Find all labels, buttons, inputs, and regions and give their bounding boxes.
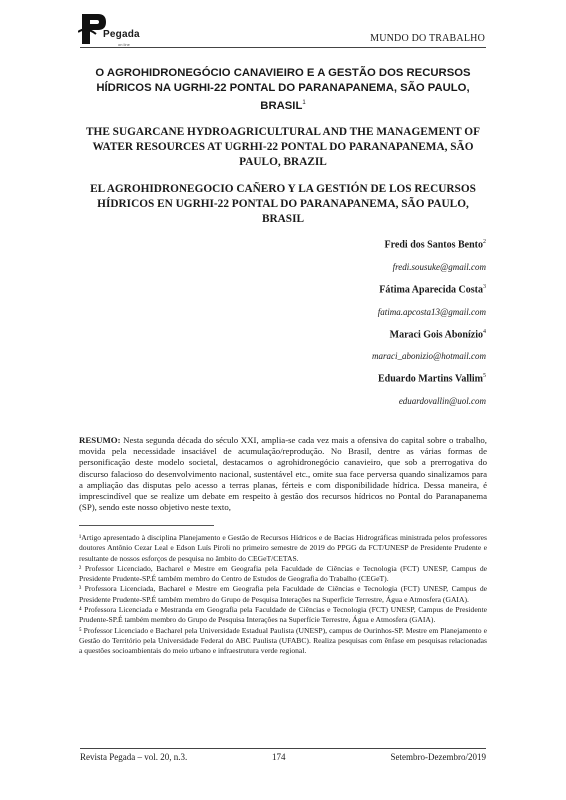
footnotes	[79, 533, 487, 657]
logo-subtext: on line	[118, 42, 130, 47]
footnote: ³ Professora Licenciada, Bacharel e Mestre em Geografia pela Faculdade de Ciências e Tecnologia (FCT) UNESP, Campus de Presidente Prudente-SP.É também membro do Grupo de Pesquisa Interações na Superfície Terrestre, Água e Atmosfera (GAIA).	[79, 584, 487, 604]
author-name: Eduardo Martins Vallim$^5$	[377, 373, 486, 385]
author-email[interactable]: eduardovallin@uol.com	[398, 396, 486, 406]
footnote: ⁵ Professor Licenciado e Bacharel pela Universidade Estadual Paulista (UNESP), campus de Ourinhos-SP. Mestre em Planejamento e Gestão do Território pela Universidade Federal do ABC Paulista (UFABC). Realiza pesquisas com ênfase em pesquisas relacionadas a questões socioambientais do meio urbano e infraestrutura verde regional.	[79, 625, 487, 656]
author-email[interactable]: maraci_abonizio@hotmail.com	[371, 351, 486, 361]
footer-rule	[80, 748, 486, 749]
title-spanish: EL AGROHIDRONEGOCIO CAÑERO Y LA GESTIÓN DE LOS RECURSOS HÍDRICOS EN UGRHI-22 PONTAL DO PARANAPANEMA, SÃO PAULO, BRASIL	[90, 183, 476, 225]
section-label: MUNDO DO TRABALHO	[370, 33, 485, 44]
logo-text: Pegada	[103, 29, 140, 40]
footnote-rule	[79, 525, 214, 526]
title-portuguese: O AGROHIDRONEGÓCIO CANAVIEIRO E A GESTÃO DOS RECURSOS HÍDRICOS NA UGRHI-22 PONTAL DO PARANAPANEMA, SÃO PAULO, BRASIL$^1$	[95, 67, 471, 112]
title-footnote-ref: 1	[302, 100, 306, 106]
author-email[interactable]: fredi.sousuke@gmail.com	[392, 262, 486, 272]
author-name: Maraci Gois Abonízio$^4$	[389, 329, 486, 341]
footnote: ¹Artigo apresentado à disciplina Planejamento e Gestão de Recursos Hídricos e de Bacias Hidrográficas ministrada pelos professores doutores Antônio Cezar Leal e Edson Luís Piroli no primeiro semestre de 2019 do PPGG da FCT/UNESP de Presidente Prudente e resultante de nossos esforços de pesquisa no âmbito do CEGeT/CETAS.	[79, 533, 487, 563]
journal-logo	[78, 12, 158, 48]
author-name: Fátima Aparecida Costa$^3$	[379, 284, 486, 296]
footnote: ⁴ Professora Licenciada e Mestranda em Geografia pela Faculdade de Ciências e Tecnologia (FCT) UNESP, Campus de Presidente Prudente-SP.É também membro do Grupo de Pesquisa Interações na Superfície Terrestre, Água e Atmosfera (GAIA).	[79, 605, 487, 625]
abstract	[79, 435, 487, 513]
title-english: THE SUGARCANE HYDROAGRICULTURAL AND THE MANAGEMENT OF WATER RESOURCES AT UGRHI-22 PONTAL DO PARANAPANEMA, SÃO PAULO, BRAZIL	[86, 126, 480, 168]
author-name: Fredi dos Santos Bento$^2$	[384, 239, 486, 251]
page-number: 174	[272, 752, 286, 762]
footer-journal: Revista Pegada – vol. 20, n.3.	[80, 752, 188, 762]
footer-period: Setembro-Dezembro/2019	[390, 752, 486, 762]
abstract-text: Nesta segunda década do século XXI, amplia-se cada vez mais a ofensiva do capital sobre o trabalho, movida pela necessidade insaciável de acumulação/reprodução. No Brasil, dentre as várias formas de personificação deste modelo societal, destacamos o agrohidronegócio canavieiro, que sob a prerrogativa do discurso falacioso do desenvolvimento nacional, sustentável etc., omite sua face perversa quando sinalizamos para a ampliação das disputas pelo acesso a terras planas, férteis e com disponibilidade hídrica. Dessa maneira, é imprescindível que se realize um debate em respeito à gestão dos recursos hídricos no Pontal do Paranapanema (SP), sendo este nosso objetivo neste texto,	[79, 435, 487, 513]
author-email[interactable]: fatima.apcosta13@gmail.com	[377, 307, 486, 317]
footnote: ² Professor Licenciado, Bacharel e Mestre em Geografia pela Faculdade de Ciências e Tecnologia (FCT) UNESP, Campus de Presidente Prudente-SP.É também membro do Centro de Estudos de Geografia do Trabalho (CEGeT).	[79, 563, 487, 584]
abstract-label: RESUMO:	[79, 435, 121, 445]
header-rule	[80, 47, 486, 48]
